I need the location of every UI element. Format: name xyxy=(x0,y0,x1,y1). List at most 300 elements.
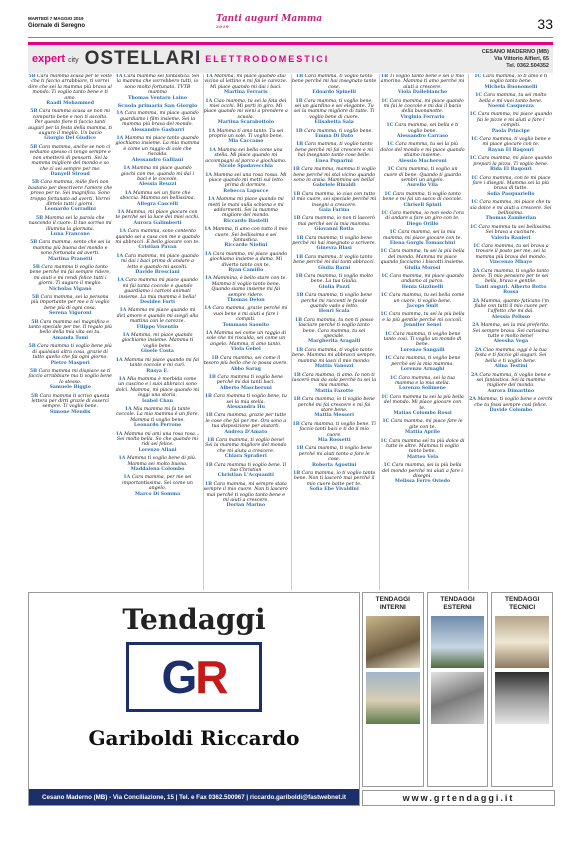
message-text: Cara mamma ti scrivo questa lettera per dirti grazie di esserci sempre. Ti voglio bene. xyxy=(31,393,110,410)
message-signature: Noemi Casquezza xyxy=(487,104,534,110)
message-text: Cara mamma, tu sei bella come un cuore, ti voglio bene. xyxy=(389,293,465,304)
class-label: 1C xyxy=(469,112,477,118)
tile-tecnici xyxy=(491,592,553,787)
message-text: Mamma mi piace quando mi dici amore e quando mi svegli alla mattina con le carezze. xyxy=(116,308,199,325)
message-item xyxy=(380,74,464,96)
message-text: Cara mamma, ti voglio bene tanto così. Ti voglio un mondo di bene. xyxy=(383,331,462,348)
message-signature: Nicole Spadavecchia xyxy=(218,164,273,170)
message-item xyxy=(380,230,464,246)
message-text: Cara mamma, tu sei molto bella e mi vuoi tanto bene. xyxy=(479,93,547,104)
message-item xyxy=(292,397,376,419)
message-item xyxy=(28,109,112,141)
message-text: Cara mamma, ti voglio tanto bene. Mamma mi abbracci sempre, mamma mi lasci il mio mondo. xyxy=(292,347,377,364)
message-signature: Michela Buonomelli xyxy=(484,84,538,90)
message-signature: Riccardo Niolini xyxy=(224,243,268,249)
message-text: Cara mamma, mi piace quando andiamo al parco. xyxy=(389,274,464,285)
message-signature: Samuele Biggio xyxy=(49,385,91,391)
message-text: Cara mamma, sei la più bella del mondo perché mi aiuti a fare i disegni. xyxy=(382,463,463,479)
message-item xyxy=(115,407,199,429)
message-item xyxy=(469,323,553,345)
message-item xyxy=(28,369,112,391)
message-signature: Mattia Aprile xyxy=(405,430,440,436)
class-label: 1B xyxy=(295,98,303,104)
message-signature: Mattia Messeri xyxy=(314,413,354,419)
messages-column xyxy=(468,74,553,590)
message-text: Cara mamma, ti voglio bene. Ti faccio tanti baci e ti do il mio cuore. xyxy=(299,421,376,438)
class-label: 1A xyxy=(122,333,130,339)
message-signature: Sofia Ebe Vivaldini xyxy=(309,487,359,493)
message-item xyxy=(204,438,288,460)
message-text: Cara mamma, tu sei la più dolce del mondo e mi piace quando stiamo insieme. xyxy=(380,142,465,159)
class-label: 1B xyxy=(292,421,300,427)
message-text: Cara mamma, sei come il tesoro più bello che io possa avere. xyxy=(203,355,288,367)
message-item xyxy=(115,254,199,276)
message-signature: Viola Gebel xyxy=(230,347,261,353)
message-text: Mia mamma è morbida come un cuscino e i suoi abbracci sono dolci. Mamma, mi piace quando mi leggi una storia. xyxy=(115,376,200,399)
message-text: Cara mamma sei magnifica e tanto speciale per me. Il regalo più bello della mia vita sei tu. xyxy=(28,319,112,336)
message-signature: Martina Ferraris xyxy=(224,90,268,96)
class-label: 1A xyxy=(115,431,123,437)
message-item xyxy=(115,358,199,374)
class-label: 1B xyxy=(211,355,219,361)
message-signature: Raadi Mohammed xyxy=(46,101,95,107)
header-logo-year: 2019 xyxy=(216,24,230,29)
message-text: Cara mamma, tu sei brava a trovare il posto per me, sei la mamma più brava del mondo. xyxy=(475,243,549,260)
ad-logo-r: R xyxy=(195,651,227,703)
message-item xyxy=(380,274,464,290)
message-item xyxy=(380,249,464,271)
class-label: 5B xyxy=(28,74,36,79)
message-signature: Virginia Ferrario xyxy=(400,114,445,120)
message-item xyxy=(292,142,376,164)
message-signature: Alessandra Hu xyxy=(226,404,266,410)
message-item xyxy=(115,333,199,355)
class-label: 1C xyxy=(471,175,479,181)
message-item xyxy=(469,299,553,321)
message-item xyxy=(469,112,553,134)
class-label: 1B xyxy=(295,142,304,148)
class-label: 2A xyxy=(472,268,480,274)
message-item xyxy=(380,463,464,485)
message-signature: Cristian Pavan xyxy=(138,245,177,251)
banner-phone: Tel. 0362.504352 xyxy=(506,62,549,69)
message-item xyxy=(469,74,553,90)
class-label: 1B xyxy=(295,254,304,260)
class-label: 1A xyxy=(204,227,212,233)
message-item xyxy=(292,216,376,232)
class-label: 1C xyxy=(381,210,389,216)
class-label: 1B xyxy=(205,462,213,468)
class-label: 1C xyxy=(380,249,388,255)
message-item xyxy=(380,293,464,309)
message-item xyxy=(380,142,464,164)
message-text: Cara mamma, ti voglio tanto bene e mi fai un sacco di coccole. xyxy=(382,191,463,203)
message-signature: Filippo Visentin xyxy=(136,324,179,330)
ad-title: Tendaggi xyxy=(122,603,266,636)
message-text: Cara mamma, ti voglio bene perché mi aiuti tanto a fare le cose. xyxy=(298,446,373,463)
message-signature: Marco Di Somma xyxy=(134,491,181,497)
message-signature: Leonardo Perrone xyxy=(133,423,182,429)
class-label: 1C xyxy=(384,356,392,362)
message-text: Cara mamma ti voglio bene. Il tuo Christian xyxy=(214,462,287,473)
message-signature: Vincenzo Mbaye xyxy=(489,260,533,266)
message-text: Cara mamma, ti voglio bene, sei un giardino e sei elegante. Tu sei la mamma migliore di tutte. Ti voglio bene di cuore. xyxy=(293,98,375,120)
message-signature: Lorenzo Solimene xyxy=(398,386,447,392)
message-text: Mamma mi piace quando mi fai tante coccole e mi curi. xyxy=(124,357,200,369)
message-signature: Emma Di Dato xyxy=(315,134,354,140)
message-signature: Viola Dallebianche xyxy=(397,90,448,96)
class-label: 1C xyxy=(469,224,477,230)
class-label: 1C xyxy=(389,375,397,381)
message-item xyxy=(380,395,464,417)
message-text: Cara mamma scusa se non mi comporto bene e non ti ascolto. Per questo fiore ti faccio tanti auguri per la festa della mamma, ti auguro il meglio. Un bacio xyxy=(28,109,113,137)
message-item xyxy=(204,276,288,303)
message-item xyxy=(115,278,199,305)
message-signature: Rebecca Lapucce xyxy=(223,188,269,194)
class-label: 1A xyxy=(117,209,125,215)
message-item xyxy=(380,211,464,227)
message-text: Cara mamma, con te mi piace fare i disegni. Mamma sei la più brava di tutte. xyxy=(472,175,551,192)
message-signature: Abbo Sarag xyxy=(230,366,261,372)
class-label: 1B xyxy=(296,235,304,241)
class-label: 1C xyxy=(380,438,388,444)
message-item xyxy=(204,197,288,224)
message-signature: Aurelio Vila xyxy=(406,183,438,189)
class-label: 1B xyxy=(208,374,216,380)
message-signature: Enea Puparini xyxy=(315,158,353,164)
class-label: 1A xyxy=(119,308,127,314)
message-signature: Allegra Cascelli xyxy=(136,201,179,207)
message-item xyxy=(204,252,288,274)
class-label: 1B xyxy=(206,437,215,443)
message-text: Cara mamma, tu non ti posso lasciare perché ti voglio tanto bene. Cara mamma, tu sei speciale. xyxy=(298,317,374,340)
message-signature: Rida El Baqouri xyxy=(489,167,532,173)
message-text: Cara mamma, grazie perché mi vuoi bene e mi aiuti a fare i compiti. xyxy=(212,306,288,323)
message-signature: Elena Gorgis Tomaschini xyxy=(389,240,456,246)
message-item xyxy=(469,244,553,266)
class-label: 5B xyxy=(31,319,39,325)
message-text: Cara mamma, ti voglio tanto bene perché mi hai insegnato tante cose. xyxy=(292,74,377,90)
message-item xyxy=(204,482,288,509)
message-item xyxy=(28,265,112,292)
tile-photo xyxy=(431,616,485,668)
message-text: Mamma mi piace quando mi metti le mani sulla schiena e mi addormenti. Sei la mamma migliore del mondo. xyxy=(208,197,284,219)
message-item xyxy=(469,200,553,222)
message-signature: Elisabetta Sala xyxy=(314,120,354,126)
class-label: 1A xyxy=(205,98,213,104)
message-signature: Aurora Galimberti xyxy=(133,220,182,226)
message-signature: Amanda Tomi xyxy=(52,335,89,341)
class-label: 2A xyxy=(470,372,478,378)
message-item xyxy=(292,373,376,395)
message-item xyxy=(292,348,376,370)
message-signature: Margherita Aragalli xyxy=(308,339,361,345)
message-signature: Valeria Ranieri xyxy=(491,235,531,241)
tile-photo xyxy=(495,672,549,724)
class-label: 1A xyxy=(118,456,126,462)
message-text: Mamma mi piace tanto quando giochiamo insieme. La mia mamma è come un raggio di sole che riscalda. xyxy=(115,136,200,158)
message-signature: Jennifer Senel xyxy=(403,323,442,329)
tile-photo xyxy=(366,616,420,668)
message-text: Ti voglio tanto bene e sei il mio amorino. Mamma ti amo perché mi aiuti a crescere. xyxy=(380,74,465,90)
message-signature: Paola Principe xyxy=(491,128,530,134)
message-text: Mamma, ti voglio bene e cerchi che tu fossi sempre così felice. xyxy=(474,397,553,408)
class-label: 5B xyxy=(30,109,38,115)
message-signature: Ryan Camillo xyxy=(228,268,264,273)
message-text: Cara mamma, anche se non ci vediamo spesso ci tengo sempre e non smetterò di pensarti. Sei la mamma migliore del mondo e so che ci sei sempre per me. xyxy=(29,144,111,172)
message-item xyxy=(28,295,112,317)
class-label: 5B xyxy=(30,240,38,246)
header-logo-title: Tanti auguri Mamma xyxy=(216,14,323,24)
message-item xyxy=(115,377,199,404)
message-item xyxy=(292,74,376,96)
message-text: Cara mamma, io ti voglio tanto bene. Non ti lascerò mai perché il mio cuore batte per te. xyxy=(293,471,376,487)
header-date: MARTEDÌ 7 MAGGIO 2019 xyxy=(28,16,84,21)
messages-column xyxy=(291,74,376,590)
message-text: Mia mamma mi fa tante coccole. La mia mamma è un fiore. Mamma ti voglio bene. xyxy=(115,406,200,423)
message-item xyxy=(28,320,112,342)
message-text: Cara mamma, io non vedo l'ora di andare a fare un giro con te. xyxy=(385,210,464,222)
class-label: 1A xyxy=(115,74,123,79)
message-signature: Matias Colombo Rossi xyxy=(393,410,452,416)
message-item xyxy=(204,148,288,170)
messages-column xyxy=(379,74,464,590)
class-label: 5B xyxy=(29,368,38,374)
message-text: Cara mamma, tu sei la più bella del mondo. Mamma mi piace quando facciamo i biscotti insieme. xyxy=(380,249,465,266)
class-label: 5B xyxy=(29,144,38,150)
message-text: Mamma mi piace quando giochi con me, quando mi dai i baci e le coccole. xyxy=(121,166,194,182)
message-text: Cara mamma, ti voglio bene! Sei la mamma migliore del mondo che mi aiuta a crescere. xyxy=(205,437,287,454)
message-item xyxy=(204,356,288,372)
message-text: Cara mamma ti voglio bene perché mi dai tanti baci. xyxy=(216,374,283,386)
message-signature: Alessandro Galliani xyxy=(131,157,184,163)
message-text: Cara mamma, ti voglio bene perché mi hai insegnato a scrivere. xyxy=(292,235,377,246)
class-label: 1B xyxy=(204,481,213,487)
class-label: 1A xyxy=(204,306,212,312)
class-label: 1B xyxy=(295,128,303,134)
class-label: 1B xyxy=(292,471,301,476)
class-label: 1C xyxy=(469,156,477,162)
message-item xyxy=(204,227,288,249)
class-label: 1C xyxy=(381,98,389,104)
message-item xyxy=(204,413,288,435)
message-text: Mamma ti amo tanto. Tu sei proprio un sole. Ti voglio bene. xyxy=(208,128,284,140)
message-item xyxy=(469,176,553,198)
message-signature: Serena Vigoroni xyxy=(48,311,92,317)
message-text: Cara mamma mi dispiace se ti faccio arrabbiare ma ti voglio bene lo stesso. xyxy=(28,368,112,385)
message-signature: Christian L'Acquaniti xyxy=(217,473,274,479)
tile-title: TENDAGGI INTERNI xyxy=(375,596,410,611)
message-item xyxy=(469,137,553,153)
message-text: Cara mamma, sei la mia mamma, mi piace giocare con te. xyxy=(383,230,462,241)
class-label: 1A xyxy=(204,276,212,282)
message-signature: Ilenia Gizzinelli xyxy=(401,284,444,290)
message-signature: Jacopo Smit xyxy=(406,304,439,310)
message-signature: Tanti auguri. Alberto Botto Rossa xyxy=(475,284,547,296)
message-text: Mamma sei come un raggio di sole che mi riscalda, sei come un angelo. Mamma, ti amo tanto. xyxy=(206,331,287,347)
message-signature: Maddalena Colombo xyxy=(130,467,185,472)
message-signature: Ginevra Blasi xyxy=(316,246,352,252)
message-item xyxy=(469,269,553,296)
class-label: 1A xyxy=(205,74,213,79)
class-label: 1C xyxy=(472,243,480,249)
message-signature: Aleesha Vega xyxy=(493,339,529,345)
message-text: Ciao mamma, oggi è la tua festa e ti faccio gli auguri. Sei bella e ti voglio bene. xyxy=(475,347,547,364)
message-signature: Lorenzo Allani xyxy=(138,447,177,453)
class-label: 5B xyxy=(31,295,40,301)
message-text: Cara mamma sei fantastica. Sei la mamma che vorrebbero tutti, io sono molto fortunato. TVTB mamma xyxy=(116,74,200,96)
message-item xyxy=(469,348,553,370)
message-text: Cara mamma, mi piace quando mi fai le coccole e mi dai il bacio della buonanotte. xyxy=(383,98,464,115)
message-item xyxy=(380,376,464,392)
message-signature: Luna Francone xyxy=(50,231,90,237)
message-text: Ciao mamma, tu sei la fata dei miei occhi. Mi porti in giro. Mi piace quando mi vieni a prendere a scuola. xyxy=(203,98,288,120)
message-item xyxy=(28,344,112,366)
message-item xyxy=(469,93,553,109)
class-label: 1C xyxy=(380,293,388,299)
class-label: 1C xyxy=(381,274,389,279)
message-item xyxy=(469,397,553,413)
message-signature: Alessandro Carraso xyxy=(396,134,449,140)
class-label: 5B xyxy=(30,393,39,399)
message-signature: Mia Caccamo xyxy=(228,139,264,145)
class-label: 5B xyxy=(32,265,40,270)
message-text: Cara mamma, io ti voglio bene perché mi fai crescere e mi fai stare bene. xyxy=(297,397,375,413)
class-label: 1A xyxy=(123,475,131,481)
message-item xyxy=(292,129,376,140)
message-signature: Pietro Masperi xyxy=(50,360,90,366)
message-item xyxy=(380,99,464,121)
message-text: Cara mamma, tu sei la più bella e la più gentile perché mi coccoli. xyxy=(382,312,465,323)
messages-columns xyxy=(28,74,553,590)
message-text: Cara mamma mi piace quando mi fai tanta coccole e quando guardiamo i cartoni animati insieme. La mia mamma è bella! xyxy=(118,278,198,300)
message-item xyxy=(292,471,376,493)
message-text: Cara mamma, mi piace fare le gite con te. xyxy=(390,419,463,430)
advertisement xyxy=(28,592,360,806)
message-text: Cara mamma, grazie per tutte le cose che fai per me. Ora sono a tua disposizione per aiutarti. xyxy=(205,413,287,430)
message-signature: Matteo Vela xyxy=(406,454,439,460)
message-item xyxy=(292,446,376,468)
class-label: 2A xyxy=(472,298,480,304)
message-text: Cara mamma, mille fiori non bastano per descrivere l'amore che provo per te. Sei magnifica. Sono troppo fortunato ad averti. Vorrei dirtelo tutti i giorni. xyxy=(28,180,113,207)
message-item xyxy=(380,419,464,435)
message-text: Cara mamma, mi piace quando mi dai i baci prima di andare a letto e quando mi ascolti. xyxy=(120,253,199,270)
class-label: 1C xyxy=(386,123,394,129)
class-label: 1B xyxy=(295,274,303,279)
message-item xyxy=(28,74,112,106)
tile-esterni xyxy=(427,592,489,787)
tile-photo xyxy=(495,616,549,668)
message-text: Cara mamma, sono contento quando sei a casa con me e quando mi abbracci. È bello giocare con te. xyxy=(115,229,200,245)
message-text: Mamma, mi piace giocare con te perché sei la luce dei miei occhi. xyxy=(115,209,200,221)
messages-column xyxy=(28,74,112,590)
message-item xyxy=(292,192,376,214)
message-item xyxy=(204,306,288,328)
tile-photo xyxy=(431,672,485,724)
class-label: 1B xyxy=(380,74,389,79)
message-text: Cara mamma, ti voglio un cuore di bene. Quando ti guardo sembri un angelo. xyxy=(383,167,462,183)
class-label: 1B xyxy=(294,317,303,323)
class-label: 1A xyxy=(209,147,217,153)
message-text: Cara mamma, mi piace quando giochiamo insieme a dama. Mi diverto tanto con te. xyxy=(209,251,288,268)
class-label: 1A xyxy=(123,166,131,172)
message-item xyxy=(115,191,199,207)
message-signature: Gioele Costa xyxy=(140,349,174,355)
message-signature: Rusya E. xyxy=(146,368,169,374)
message-item xyxy=(204,173,288,195)
message-signature: Mia Rossetti xyxy=(317,437,351,443)
message-signature: Lorenzo Arnaghi xyxy=(400,367,445,373)
message-text: Mamma sei bella come una stella. Mi piace quando mi accompagni al parco e giochiamo. xyxy=(205,147,287,164)
class-label: 1A xyxy=(119,229,127,235)
message-signature: Giulia Barni xyxy=(318,265,351,271)
message-item xyxy=(380,123,464,139)
message-item xyxy=(115,166,199,188)
message-text: Cara mamma, mi piace che tu sia dolce e mi aiuti a crescere. Sei bellissima. xyxy=(470,200,552,216)
message-item xyxy=(204,394,288,410)
message-item xyxy=(292,318,376,345)
message-item xyxy=(204,375,288,391)
message-text: Mamma ti voglio bene di più. Mamma sei molto buona. xyxy=(126,456,197,467)
class-label: 1A xyxy=(208,128,216,134)
message-item xyxy=(292,167,376,189)
message-signature: Andrea D'Amato xyxy=(224,429,268,435)
message-item xyxy=(204,331,288,353)
message-text: Cara mamma, ti voglio bene e sei fantastica. Sei la mamma migliore del mondo. xyxy=(476,372,551,389)
message-text: Cara mamma, mi piace quando fai le pizze e mi aiuti a fare i compiti. xyxy=(476,112,553,129)
message-signature: Thomas Zamberlan xyxy=(485,216,537,222)
tile-title: TENDAGGI TECNICI xyxy=(505,596,540,611)
message-item xyxy=(115,210,199,226)
message-signature: Isabel Chan xyxy=(141,398,174,404)
class-label: 1A xyxy=(207,197,215,203)
message-text: Cara mamma, mi sempre stata sempre il mio cuore. Non ti lascerò mai perché ti voglio tanto bene e mi aiuti a crescere. xyxy=(203,481,288,504)
ad-contact-bar: Cesano Maderno (MB) - Via Conciliazione, 15 | Tel. e Fax 0362.500967 | riccardo.gariboldi@fastwebnet.it xyxy=(29,789,359,805)
message-item xyxy=(115,74,199,101)
ad-logo-g: G xyxy=(161,651,196,703)
class-label: 1C xyxy=(382,419,390,425)
messages-column xyxy=(203,74,288,590)
message-signature: Riccardo Bastelli xyxy=(223,218,269,224)
message-signature: Desidee Forti xyxy=(140,300,175,306)
message-item xyxy=(469,225,553,241)
class-label: 1B xyxy=(293,191,301,197)
class-label: 1C xyxy=(474,74,482,79)
class-label: 1C xyxy=(470,137,478,143)
message-item xyxy=(28,240,112,262)
message-text: Cara mamma, sei la persona più importante per me e ti voglio bene più di ogni cosa. xyxy=(30,295,110,311)
message-text: Mamma mi ami una rosa rosa... Sei molto bella. So che quando mi ridi sei felice. xyxy=(116,431,200,448)
message-text: Cara mamma, sento che sei la mamma più buona del mondo e sono fortunata ad averti. xyxy=(32,240,111,257)
message-item xyxy=(28,394,112,416)
message-signature: Mattia Vanozzi xyxy=(314,364,354,370)
message-signature: Alessandro Gasbarri xyxy=(130,127,185,133)
class-label: 1C xyxy=(470,200,478,206)
message-item xyxy=(380,332,464,354)
message-signature: Lorenzo Sangalli xyxy=(400,347,445,353)
message-signature: Alessia Pelisso xyxy=(491,314,531,320)
message-text: Mammina, è bello stare con te. Mamma ti voglio tanto bene. Quando siamo insieme mi fai sempre ridere. xyxy=(211,276,287,298)
message-item xyxy=(204,74,288,96)
class-label: 5B xyxy=(31,180,39,186)
message-item xyxy=(380,439,464,461)
message-text: Cara mamma, sei la tua mamma e la mia stella. xyxy=(394,375,455,386)
message-item xyxy=(380,312,464,328)
banner-address-city: CESANO MADERNO (MB) xyxy=(481,48,549,55)
message-text: Mamma, mi piace quando stai vicino al lettino e mi fai le carezze. Mi piace quando mi dai i baci. xyxy=(204,74,288,90)
message-item xyxy=(292,293,376,315)
header-rule xyxy=(28,37,553,38)
